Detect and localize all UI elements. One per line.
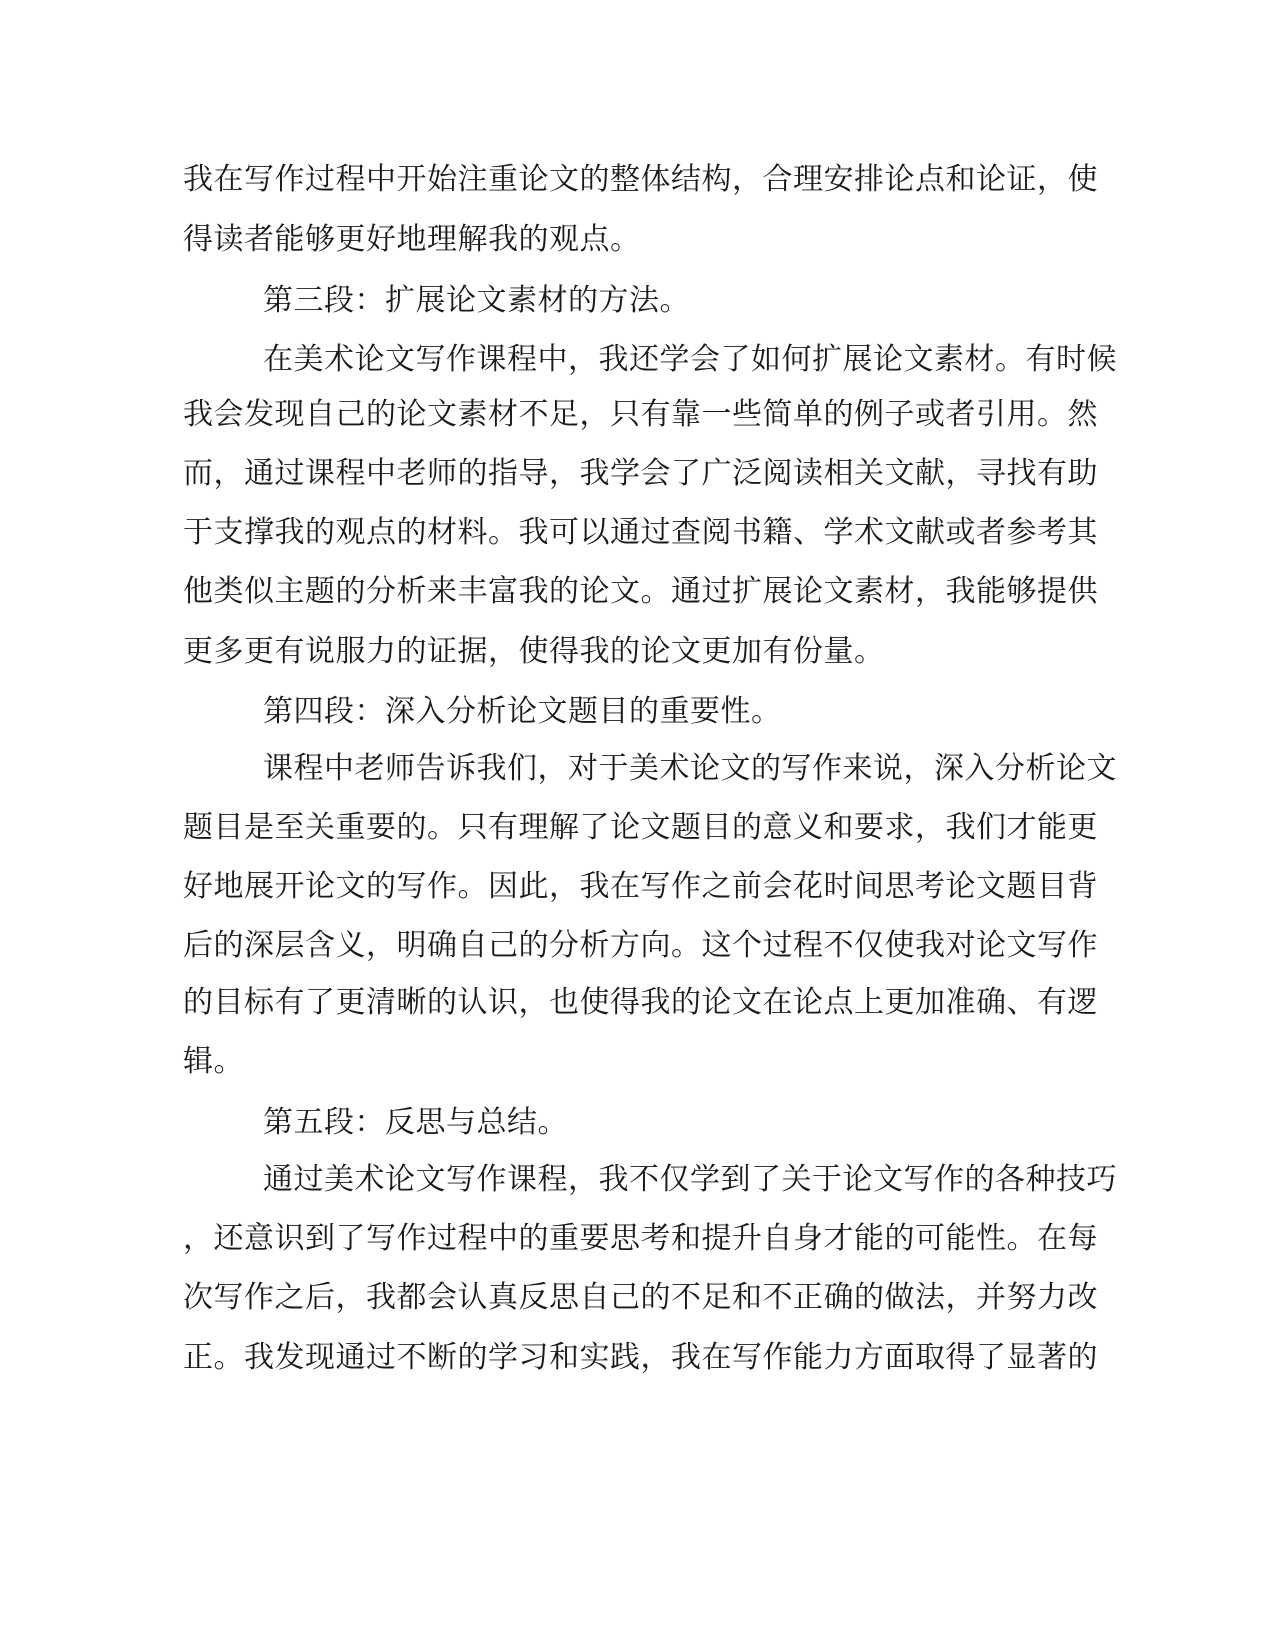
text-line: 课程中老师告诉我们，对于美术论文的写作来说，深入分析论文 — [263, 751, 1117, 786]
text-line: 辑。 — [183, 1044, 244, 1079]
text-line: ，还意识到了写作过程中的重要思考和提升自身才能的可能性。在每 — [183, 1221, 1098, 1256]
text-line: 我会发现自己的论文素材不足，只有靠一些简单的例子或者引用。然 — [183, 397, 1098, 432]
text-line: 的目标有了更清晰的认识，也使得我的论文在论点上更加准确、有逻 — [183, 985, 1098, 1020]
text-line: 而，通过课程中老师的指导，我学会了广泛阅读相关文献，寻找有助 — [183, 456, 1098, 491]
text-line: 我在写作过程中开始注重论文的整体结构，合理安排论点和论证，使 — [183, 162, 1098, 197]
text-line: 他类似主题的分析来丰富我的论文。通过扩展论文素材，我能够提供 — [183, 574, 1098, 609]
text-line: 于支撑我的观点的材料。我可以通过查阅书籍、学术文献或者参考其 — [183, 515, 1098, 550]
text-line: 通过美术论文写作课程，我不仅学到了关于论文写作的各种技巧 — [263, 1162, 1117, 1197]
text-line: 后的深层含义，明确自己的分析方向。这个过程不仅使我对论文写作 — [183, 928, 1098, 963]
text-line: 好地展开论文的写作。因此，我在写作之前会花时间思考论文题目背 — [183, 869, 1098, 904]
text-line: 在美术论文写作课程中，我还学会了如何扩展论文素材。有时候 — [263, 342, 1117, 377]
text-line: 更多更有说服力的证据，使得我的论文更加有份量。 — [183, 634, 885, 669]
text-line: 得读者能够更好地理解我的观点。 — [183, 222, 641, 257]
text-line: 次写作之后，我都会认真反思自己的不足和不正确的做法，并努力改 — [183, 1280, 1098, 1315]
text-line: 题目是至关重要的。只有理解了论文题目的意义和要求，我们才能更 — [183, 810, 1098, 845]
section-heading: 第三段：扩展论文素材的方法。 — [263, 283, 690, 318]
section-heading: 第五段：反思与总结。 — [263, 1105, 568, 1140]
text-line: 正。我发现通过不断的学习和实践，我在写作能力方面取得了显著的 — [183, 1340, 1098, 1375]
section-heading: 第四段：深入分析论文题目的重要性。 — [263, 694, 782, 729]
